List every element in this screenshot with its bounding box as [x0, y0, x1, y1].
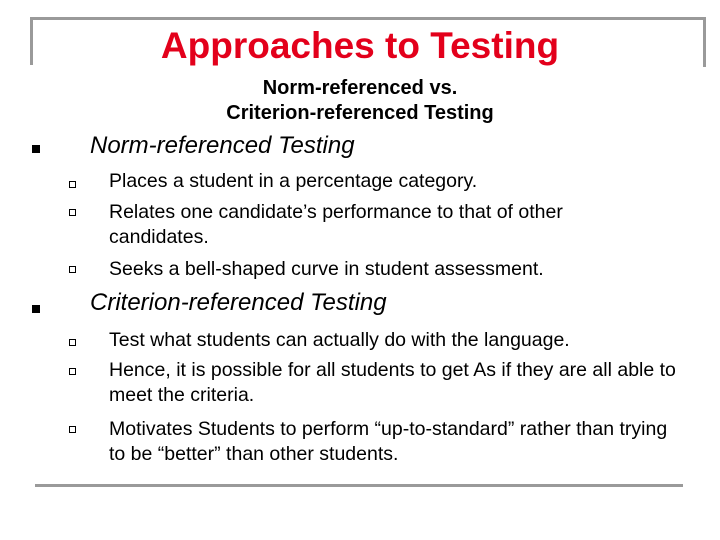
- filled-square-icon: [32, 145, 40, 153]
- subtitle-line-1: Norm-referenced vs.: [262, 77, 458, 99]
- frame-bottom-border: [35, 484, 683, 487]
- list-item: Places a student in a percentage category.: [109, 170, 478, 192]
- list-item: Relates one candidate’s performance to that of other candidates.: [109, 201, 563, 248]
- hollow-square-icon: [69, 181, 76, 188]
- hollow-square-icon: [69, 368, 76, 375]
- slide-subtitle: [0, 76, 720, 126]
- subtitle-line-2: Criterion-referenced Testing: [226, 102, 494, 124]
- hollow-square-icon: [69, 266, 76, 273]
- slide-title: Approaches to Testing: [160, 25, 560, 66]
- hollow-square-icon: [69, 209, 76, 216]
- list-item: Hence, it is possible for all students to get As if they are all able to meet the criteria.: [109, 359, 676, 406]
- list-item: Seeks a bell-shaped curve in student assessment.: [109, 258, 544, 280]
- hollow-square-icon: [69, 339, 76, 346]
- section-heading-norm: Norm-referenced Testing: [90, 132, 355, 159]
- section-heading-criterion: Criterion-referenced Testing: [90, 289, 387, 316]
- hollow-square-icon: [69, 426, 76, 433]
- frame-top-border: [30, 17, 705, 20]
- filled-square-icon: [32, 305, 40, 313]
- list-item: Test what students can actually do with the language.: [109, 329, 570, 351]
- list-item: Motivates Students to perform “up-to-standard” rather than trying to be “better” than other students.: [109, 418, 668, 465]
